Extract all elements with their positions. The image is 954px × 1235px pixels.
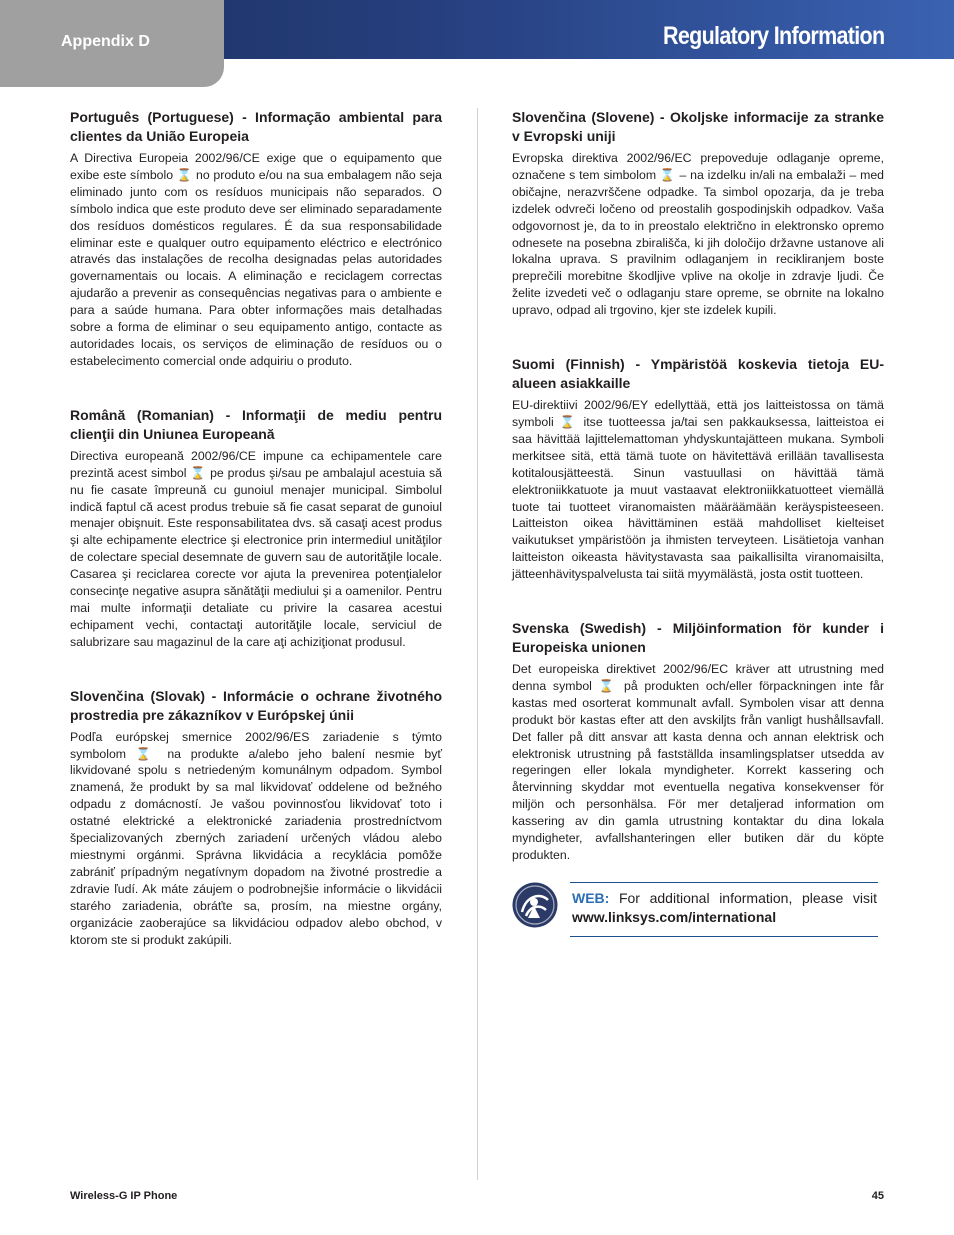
section-portuguese — [70, 108, 442, 370]
column-divider — [477, 108, 478, 1180]
section-heading: Português (Portuguese) - Informação ambiental para clientes da União Europeia — [70, 109, 442, 144]
footer-page-number: 45 — [871, 1190, 884, 1202]
appendix-label: Appendix D — [61, 33, 150, 50]
section-heading: Slovenčina (Slovene) - Okoljske informacije za stranke v Evropski uniji — [512, 109, 884, 144]
globe-web-icon — [512, 882, 558, 928]
page-title: Regulatory Information — [662, 22, 884, 50]
web-label: WEB: — [572, 889, 610, 906]
section-heading: Svenska (Swedish) - Miljöinformation för kunder i Europeiska unionen — [512, 620, 884, 656]
section-body: Det europeiska direktivet 2002/96/EC kräver att utrustning med denna symbol ⌛ på produkten och/eller förpackningen inte får kastas med osorterat kommunalt avfall. Symbolen visar att denna produkt bör kastas efter att den avskiljts från vanligt hushållsavfall. Det faller på ditt ansvar att kasta denna och annan elektrisk och elektronisk utrustning på fastställda insamlingsplatser utsedda av regeringen eller lokala myndigheter. Korrekt kassering och återvinning skyddar mot eventuella negativa konsekvenser för miljön och personhälsa. För mer detaljerad information om kassering av din gamla utrustning kontaktar du dina lokala myndigheter, avfallshanteringen eller butiken där du köpte produkten. — [512, 662, 884, 862]
right-column — [512, 108, 884, 938]
web-url-link[interactable]: www.linksys.com/international — [572, 908, 777, 925]
appendix-tab — [0, 0, 224, 87]
section-swedish — [512, 619, 884, 864]
section-body: Directiva europeană 2002/96/CE impune ca echipamentele care prezintă acest simbol ⌛ pe produs şi/sau pe ambalajul acestuia să nu fie casate împreună cu gunoiul menajer municipal. Simbolul indică faptul că acest produs trebuie să fie casat separat de gunoiul menajer obişnuit. Este responsabilitatea dvs. să casaţi acest produs şi alte echipamente electrice şi electronice prin intermediul unităţilor de colectare special desemnate de guvern sau de autorităţile locale. Casarea şi reciclarea corecte vor ajuta la prevenirea potenţialelor consecinţe negative asupra sănătăţii mediului şi a oamenilor. Pentru mai multe informaţii detaliate cu privire la casarea acestui echipament vechi, contactaţi autorităţile locale, serviciul de salubrizare sau magazinul de la care aţi achiziţionat produsul. — [70, 448, 442, 649]
section-body: Podľa európskej smernice 2002/96/ES zariadenie s týmto symbolom ⌛ na produkte a/alebo jeho balení nesmie byť likvidované spolu s netriedeným komunálnym odpadom. Symbol znamená, že produkt by sa mal likvidovať oddelene od bežného odpadu z domácností. Je vašou povinnosťou likvidovať toto i ostatné elektrické a elektronické zariadenia prostredníctvom špecializovaných zberných zariadení určených vládou alebo miestnymi orgánmi. Správna likvidácia a recyklácia pomôže zabrániť prípadným negatívnym dopadom na životné prostredie a zdravie ľudí. Ak máte záujem o podrobnejšie informácie o likvidácii starého zariadenia, obráťte sa, prosím, na miestne orgány, organizácie zaoberajúce sa likvidáciou odpadov alebo obchod, v ktorom ste si produkt zakúpili. — [70, 729, 442, 947]
section-slovak — [70, 687, 442, 949]
section-heading: Română (Romanian) - Informaţii de mediu pentru clienţii din Uniunea Europeană — [70, 406, 442, 442]
footer-product-name: Wireless-G IP Phone — [70, 1190, 178, 1202]
web-rule-top — [570, 882, 878, 883]
section-finnish — [512, 355, 884, 583]
section-heading: Slovenčina (Slovak) - Informácie o ochrane životného prostredia pre zákazníkov v Európskej únii — [70, 687, 442, 723]
left-column — [70, 108, 442, 984]
section-heading: Suomi (Finnish) - Ympäristöä koskevia tietoja EU-alueen asiakkaille — [512, 356, 884, 392]
section-body: EU-direktiivi 2002/96/EY edellyttää, että jos laitteistossa on tämä symboli ⌛ itse tuotteessa ja/tai sen pakkauksessa, laitteistoa ei saa hävittää lajittelemattoman yhdyskuntajätteen mukana. Symboli merkitsee sitä, että tämä tuote on hävitettävä erillään tavallisesta kotitalousjätteestä. Sinun vastuullasi on hävittää tämä elektroniikkatuote ja muut vastaavat elektroniikkatuotteet viemällä tuote tai tuotteet viranomaisten määräämään keräyspisteeseen. Laitteiston oikea hävittäminen estää mahdolliset kielteiset vaikutukset ympäristöön ja ihmisten terveyteen. Lisätietoja vanhan laitteiston oikeasta hävitystavasta saa paikallisilta viranomaisilta, jätteenhävityspalvelusta tai siitä myymälästä, josta ostit tuotteen. — [512, 398, 884, 582]
web-rule-bottom — [570, 936, 878, 937]
web-info-box — [512, 882, 884, 938]
section-slovene — [512, 108, 884, 319]
section-body: Evropska direktiva 2002/96/EC prepoveduje odlaganje opreme, označene s tem simbolom ⌛ – na izdelku in/ali na embalaži – med običajne, nerazvrščene odpadke. Ta simbol opozarja, da je treba izdelek odvreči ločeno od preostalih gospodinjskih odpadkov. Vaša odgovornost je, da to in preostalo električno in elektronsko opremo odnesete na posebna zbirališča, ki jih določijo državne ustanove ali lokalna uprava. S pravilnim odlaganjem in recikliranjem boste preprečili morebitne škodljive vplive na okolje in zdravje ljudi. Če želite izvedeti več o odlaganju stare opreme, se obrnite na lokalno upravo, odpad ali trgovino, kjer ste izdelek kupili. — [512, 151, 884, 318]
web-info-text — [572, 889, 877, 927]
section-body: A Directiva Europeia 2002/96/CE exige que o equipamento que exibe este símbolo ⌛ no produto e/ou na sua embalagem não seja eliminado junto com os resíduos municipais não separados. O símbolo indica que este produto deve ser eliminado separadamente dos resíduos domésticos regulares. É da sua responsabilidade eliminar este e qualquer outro equipamento eléctrico e electrónico através das instalações de recolha designadas pelas autoridades governamentais ou locais. A eliminação e reciclagem correctas ajudarão a prevenir as consequências negativas para o ambiente e para a saúde humana. Para obter informações mais detalhadas sobre a forma de eliminar o seu equipamento antigo, contacte as autoridades locais, os serviços de eliminação de resíduos ou o estabelecimento comercial onde adquiriu o produto. — [70, 151, 442, 368]
web-description: For additional information, please visit — [609, 889, 877, 906]
section-romanian — [70, 406, 442, 651]
